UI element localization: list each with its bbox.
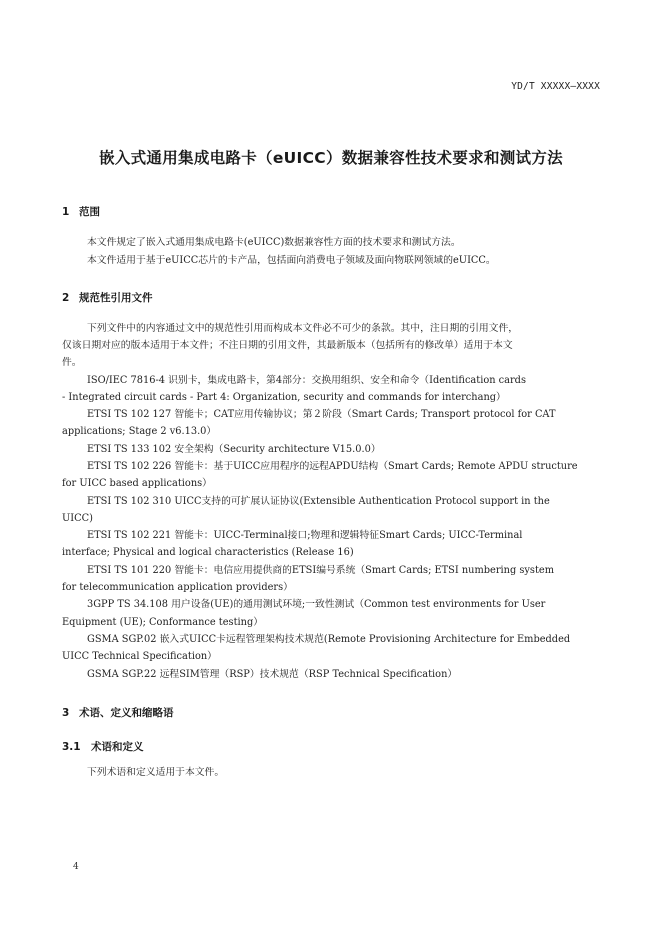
reference-line: ETSI TS 101 220 智能卡：电信应用提供商的ETSI编号系统（Smart Cards; ETSI numbering system	[87, 565, 554, 576]
paragraph-line: 下列术语和定义适用于本文件。	[87, 767, 225, 778]
section-title: 范围	[79, 206, 100, 218]
paragraph-line: 仅该日期对应的版本适用于本文件；不注日期的引用文件，其最新版本（包括所有的修改单）适用于本文	[62, 340, 513, 351]
reference-line: GSMA SGP.22 远程SIM管理（RSP）技术规范（RSP Technical Specification）	[87, 669, 458, 680]
paragraph-line: 本文件规定了嵌入式通用集成电路卡(eUICC)数据兼容性方面的技术要求和测试方法。	[87, 237, 461, 248]
reference-line: UICC)	[62, 513, 93, 524]
reference-line: - Integrated circuit cards - Part 4: Organization, security and commands for interchang）	[62, 392, 506, 403]
section-1-heading	[62, 204, 100, 219]
reference-line: interface; Physical and logical characteristics (Release 16)	[62, 547, 354, 558]
reference-line: Equipment (UE); Conformance testing）	[62, 617, 264, 628]
reference-line: applications; Stage 2 v6.13.0）	[62, 426, 217, 437]
reference-line: 3GPP TS 34.108 用户设备(UE)的通用测试环境;一致性测试（Common test environments for User	[87, 599, 546, 610]
reference-line: ETSI TS 102 221 智能卡：UICC-Terminal接口;物理和逻辑特征Smart Cards; UICC-Terminal	[87, 530, 523, 541]
reference-line: for UICC based applications）	[62, 478, 212, 489]
reference-line: ETSI TS 102 226 智能卡：基于UICC应用程序的远程APDU结构（Smart Cards; Remote APDU structure	[87, 461, 578, 472]
section-3-heading	[62, 705, 174, 720]
reference-line: ETSI TS 102 310 UICC支持的可扩展认证协议(Extensible Authentication Protocol support in the	[87, 496, 550, 507]
reference-line: ETSI TS 133 102 安全架构（Security architecture V15.0.0）	[87, 444, 381, 455]
document-code: YD/T XXXXX—XXXX	[511, 81, 600, 92]
section-number: 3	[62, 707, 70, 719]
document-title: 嵌入式通用集成电路卡（eUICC）数据兼容性技术要求和测试方法	[99, 149, 563, 167]
section-2-heading	[62, 290, 153, 305]
reference-line: UICC Technical Specification）	[62, 651, 217, 662]
section-number: 1	[62, 206, 70, 218]
section-number: 2	[62, 292, 70, 304]
reference-line: for telecommunication application providers）	[62, 582, 293, 593]
paragraph-line: 下列文件中的内容通过文中的规范性引用而构成本文件必不可少的条款。其中，注日期的引用文件，	[87, 323, 519, 334]
section-title: 规范性引用文件	[79, 292, 153, 304]
paragraph-line: 本文件适用于基于eUICC芯片的卡产品，包括面向消费电子领域及面向物联网领域的eUICC。	[87, 255, 496, 266]
reference-line: ISO/IEC 7816-4 识别卡，集成电路卡，第4部分：交换用组织、安全和命令（Identification cards	[87, 375, 526, 386]
subsection-title: 术语和定义	[91, 741, 144, 753]
section-title: 术语、定义和缩略语	[79, 707, 174, 719]
paragraph-line: 件。	[62, 357, 82, 368]
subsection-3-1-heading	[62, 739, 144, 754]
subsection-number: 3.1	[62, 741, 81, 753]
reference-line: ETSI TS 102 127 智能卡；CAT应用传输协议；第２阶段（Smart Cards; Transport protocol for CAT	[87, 409, 556, 420]
reference-line: GSMA SGP.02 嵌入式UICC卡远程管理架构技术规范(Remote Provisioning Architecture for Embedded	[87, 634, 571, 645]
page-number: 4	[73, 862, 79, 872]
